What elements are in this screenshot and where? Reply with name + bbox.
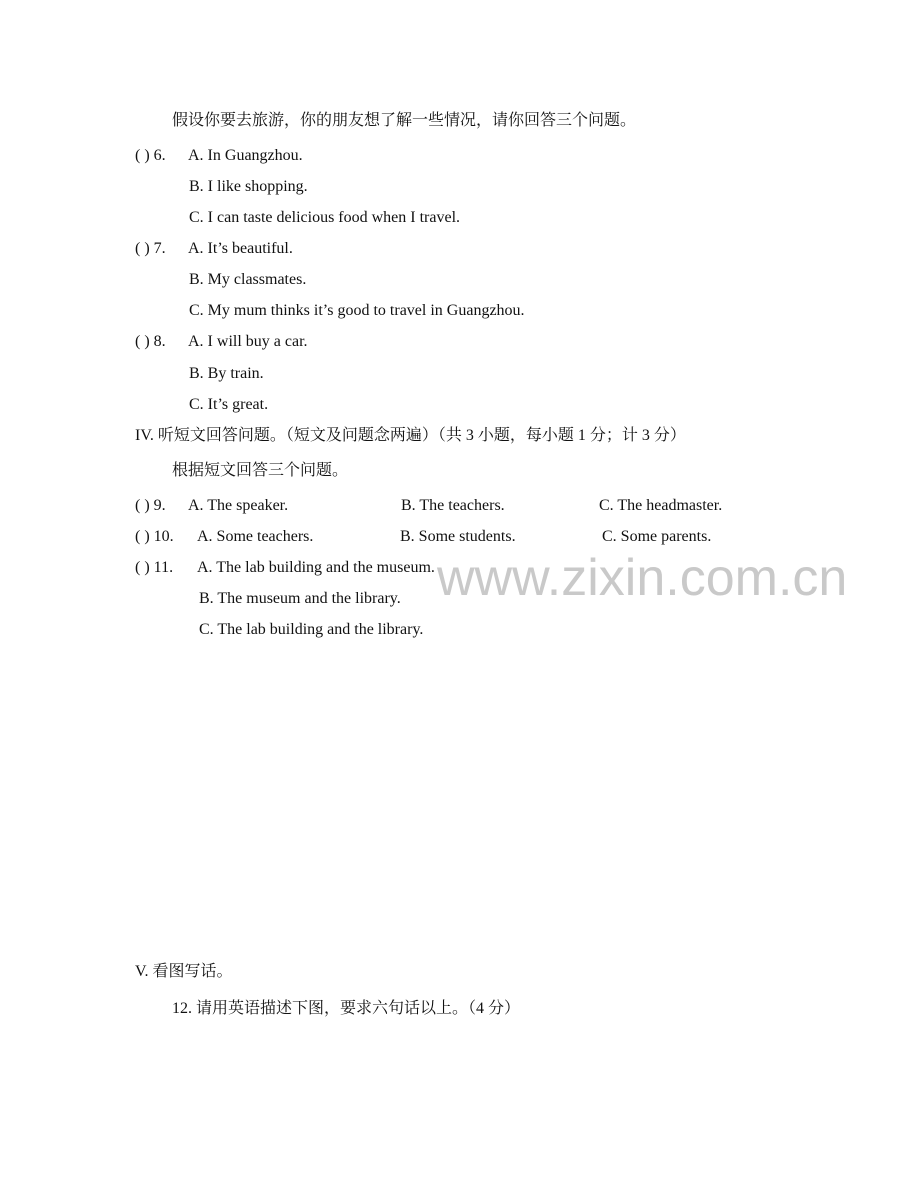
watermark: www.zixin.com.cn — [437, 549, 848, 607]
q9-number: ( ) 9. — [135, 497, 166, 514]
q11-option-b: B. The museum and the library. — [199, 590, 401, 607]
q8-option-a: A. I will buy a car. — [188, 333, 308, 350]
section5-heading: V. 看图写话。 — [135, 963, 233, 980]
q6-option-c: C. I can taste delicious food when I travel. — [189, 209, 461, 226]
q8-option-c: C. It’s great. — [189, 396, 269, 413]
q6-option-b: B. I like shopping. — [189, 178, 308, 195]
q9-option-a: A. The speaker. — [188, 497, 289, 514]
q6-option-a: A. In Guangzhou. — [188, 147, 303, 164]
q8-option-b: B. By train. — [189, 365, 264, 382]
q9-option-b: B. The teachers. — [401, 497, 505, 514]
section4-heading: IV. 听短文回答问题。（短文及问题念两遍）（共 3 小题，每小题 1 分；计 3 分） — [135, 427, 686, 444]
section3-intro: 假设你要去旅游，你的朋友想了解一些情况，请你回答三个问题。 — [172, 112, 637, 129]
q10-number: ( ) 10. — [135, 528, 174, 545]
q7-option-c: C. My mum thinks it’s good to travel in Guangzhou. — [189, 302, 525, 319]
q11-option-a: A. The lab building and the museum. — [197, 559, 435, 576]
q7-number: ( ) 7. — [135, 240, 166, 257]
q11-number: ( ) 11. — [135, 559, 174, 576]
q6-number: ( ) 6. — [135, 147, 166, 164]
q10-option-b: B. Some students. — [400, 528, 516, 545]
q7-option-a: A. It’s beautiful. — [188, 240, 293, 257]
section4-intro: 根据短文回答三个问题。 — [172, 462, 349, 479]
q10-option-a: A. Some teachers. — [197, 528, 314, 545]
q8-number: ( ) 8. — [135, 333, 166, 350]
q12-prompt: 12. 请用英语描述下图，要求六句话以上。（4 分） — [172, 1000, 521, 1017]
q9-option-c: C. The headmaster. — [599, 497, 723, 514]
q11-option-c: C. The lab building and the library. — [199, 621, 424, 638]
q7-option-b: B. My classmates. — [189, 271, 307, 288]
q10-option-c: C. Some parents. — [602, 528, 712, 545]
